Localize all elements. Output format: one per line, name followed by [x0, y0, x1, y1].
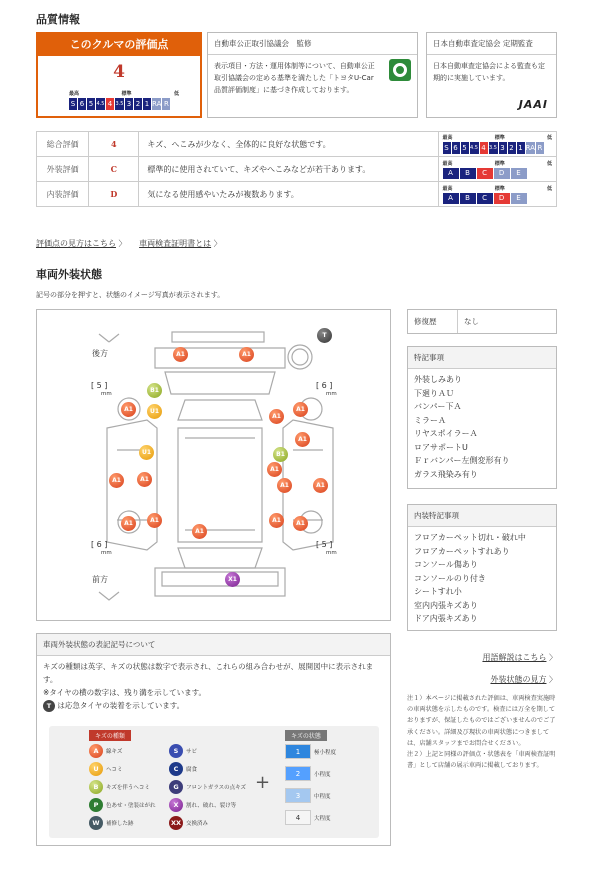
right-links: 用語解説はこちら 〉 外装状態の見方 〉 — [482, 653, 557, 684]
special-notes-title: 特記事項 — [408, 347, 556, 369]
rear-label: 後方 — [92, 349, 108, 358]
eval-label: 内装評価 — [37, 182, 89, 207]
scale-cell: S — [444, 144, 449, 152]
jaai-box — [426, 32, 557, 118]
eval-row — [37, 157, 557, 182]
tire-depth-br: [ 5 ] — [316, 540, 333, 549]
legend-kind-text: 補修した跡 — [106, 821, 134, 827]
scale-cell: 4 — [481, 144, 486, 152]
damage-marker[interactable]: A1 — [121, 402, 136, 417]
legend-kind-code: S — [169, 744, 183, 758]
legend-kind-code: A — [89, 744, 103, 758]
legend-kind-text: キズを伴うヘコミ — [106, 785, 150, 791]
eval-grade: D — [89, 182, 139, 207]
exterior-note: 記号の部分を押すと、状態のイメージ写真が表示されます。 — [36, 291, 225, 299]
legend-state-text: 中程度 — [314, 793, 331, 800]
eval-label: 外装評価 — [37, 157, 89, 182]
scale-cell: C — [477, 168, 493, 179]
legend-kind-code: U — [89, 762, 103, 776]
damage-marker[interactable]: U1 — [147, 404, 162, 419]
notation-title: 車両外装状態の表記記号について — [37, 634, 390, 656]
interior-note-item: シートすれ小 — [414, 587, 462, 596]
special-note-item: 外装しみあり — [414, 375, 462, 384]
interior-notes-title: 内装特記事項 — [408, 505, 556, 527]
jaai-assoc-title: 自動車公正取引協議会 監修 — [208, 33, 417, 55]
eval-desc: キズ、へこみが少なく、全体的に良好な状態です。 — [139, 132, 438, 157]
footnote-1: 注１）本ページに掲載された評価は、車両検査実施時の車両状態を示したものです。検査には万全を期しておりますが、保証したものではございませんのでご了承ください。詳細及び現状の車両状態につきましては、店舗スタッフまでお問合せください。 — [407, 695, 556, 747]
fair-trade-logo-icon — [389, 59, 411, 81]
special-note-item: 下廻りＡＵ — [414, 388, 454, 398]
car-outline — [37, 310, 392, 622]
legend-kind-item — [89, 816, 134, 830]
legend-kind-text: 割れ、破れ、裂け等 — [186, 803, 237, 809]
interior-note-item: ドア内張キズあり — [414, 614, 478, 623]
legend-kind-item — [169, 816, 208, 830]
eval-grade: C — [89, 157, 139, 182]
damage-marker[interactable]: A1 — [293, 516, 308, 531]
special-note-item: リヤスポイラーＡ — [414, 429, 478, 438]
quality-title: 品質情報 — [36, 13, 80, 26]
interior-notes-panel — [407, 504, 557, 631]
mm-unit-br: mm — [326, 550, 337, 556]
mm-unit-tr: mm — [326, 391, 337, 397]
scale-cell: 4 — [107, 100, 113, 108]
scale-cell: 4.5 — [470, 142, 479, 154]
scale-cell: 1 — [144, 100, 150, 108]
eval-label: 総合評価 — [37, 132, 89, 157]
repair-history — [407, 309, 557, 334]
eval-score: 4 — [113, 62, 125, 82]
evaluation-table — [36, 131, 557, 207]
legend-kind-text: サビ — [186, 749, 198, 755]
scale-cell: S — [70, 100, 76, 108]
scale-cell: 6 — [79, 100, 85, 108]
scale-cell: RA — [525, 144, 535, 152]
overall-grade-scale — [69, 98, 170, 110]
damage-marker[interactable]: A1 — [121, 516, 136, 531]
interior-note-item: 室内内張キズあり — [414, 600, 478, 610]
legend-kind-item — [89, 780, 150, 794]
legend-state-level: 3 — [285, 788, 311, 803]
damage-marker[interactable]: A1 — [293, 402, 308, 417]
legend-kind-code: B — [89, 780, 103, 794]
eval-header: このクルマの評価点 — [38, 34, 200, 56]
damage-marker[interactable]: A1 — [277, 478, 292, 493]
eval-scale: 最高 標準 低 A B C D E — [438, 182, 556, 207]
jaai-text: 日本自動車査定協会による監査も定期的に実施しています。 — [433, 62, 545, 82]
eval-row — [37, 182, 557, 207]
damage-marker[interactable]: A1 — [269, 513, 284, 528]
scale-cell: 3 — [500, 144, 505, 152]
legend-state-text: 小程度 — [314, 771, 331, 778]
scale-cell: RA — [152, 100, 162, 108]
legend-state-level: 4 — [285, 810, 311, 825]
legend-kind-text: フロントガラスの点キズ — [186, 785, 247, 791]
legend-kind-item — [89, 744, 122, 758]
damage-marker[interactable]: B1 — [147, 383, 162, 398]
scale-cell: 3 — [126, 100, 132, 108]
special-note-item: バンパー下Ａ — [414, 402, 462, 411]
eval-row — [37, 132, 557, 157]
scale-cell: 2 — [135, 100, 141, 108]
special-note-item: Ｆｒバンパー左側変形有り — [414, 456, 510, 465]
notation-line-3: は応急タイヤの装着を示しています。 — [57, 701, 185, 710]
legend-state-item — [285, 810, 331, 825]
eval-grade: 4 — [89, 132, 139, 157]
legend-state-item — [285, 766, 331, 781]
scale-cell: A — [443, 193, 459, 204]
scale-cell: 6 — [453, 144, 458, 152]
exterior-howto-link[interactable]: 外装状態の見方 — [490, 675, 547, 684]
damage-marker[interactable]: A1 — [173, 347, 188, 362]
tire-depth-tl: [ 5 ] — [91, 381, 108, 390]
scale-cell: D — [494, 193, 510, 204]
scale-cell: 5 — [462, 144, 467, 152]
legend-kind-text: 交換済み — [186, 821, 209, 827]
legend-state-level: 1 — [285, 744, 311, 759]
damage-marker[interactable]: A1 — [192, 524, 207, 539]
jaai-assoc-text: 表示項目・方法・運用体制等について、自動車公正取引協議会の定める基準を満たした「トヨタU-Car品質評価制度」に基づき作成しております。 — [214, 62, 375, 94]
legend-state-item — [285, 788, 331, 803]
scale-cell: E — [511, 168, 527, 179]
damage-marker[interactable]: A1 — [313, 478, 328, 493]
jaai-assoc-box — [207, 32, 418, 118]
rear-arrow — [99, 334, 119, 342]
jaai-title: 日本自動車査定協会 定期監査 — [427, 33, 556, 55]
eval-scale: 最高 標準 低 A B C D E — [438, 157, 556, 182]
scale-cell: 4.5 — [96, 98, 105, 110]
scale-cell: 5 — [88, 100, 94, 108]
damage-marker[interactable]: B1 — [273, 447, 288, 462]
scale-cell: 3.5 — [115, 98, 124, 110]
mm-unit-tl: mm — [101, 391, 112, 397]
scale-cell: D — [494, 168, 510, 179]
legend-kind-title: キズの種類 — [89, 730, 131, 741]
front-arrow — [99, 592, 119, 600]
special-note-item: ミラーＡ — [414, 415, 446, 425]
eval-scale: 最高 標準 低 S 6 5 4.5 4 3.5 3 2 1 RA R — [438, 132, 556, 157]
scale-cell: R — [163, 100, 169, 108]
legend-kind-code: XX — [169, 816, 183, 830]
jaai-logo: JAAI — [518, 98, 548, 111]
legend-kind-text: 色あせ・塗装はがれ — [106, 803, 156, 809]
special-notes-panel — [407, 346, 557, 489]
front-label: 前方 — [92, 575, 108, 584]
howto-link[interactable]: 評価点の見方はこちら — [36, 239, 116, 248]
notation-line-3-row — [37, 699, 390, 713]
legend-state-text: 極小程度 — [314, 749, 337, 756]
scale-cell: R — [537, 144, 543, 152]
mm-unit-bl: mm — [101, 550, 112, 556]
scale-cell: 1 — [518, 144, 523, 152]
repair-label: 修復歴 — [408, 310, 458, 333]
legend-panel — [49, 726, 379, 838]
damage-marker[interactable]: A1 — [137, 472, 152, 487]
legend-kind-code: P — [89, 798, 103, 812]
legend-state-item — [285, 744, 336, 759]
interior-note-item: コンソール傷あり — [414, 560, 478, 569]
damage-marker[interactable]: T — [317, 328, 332, 343]
legend-kind-code: G — [169, 780, 183, 794]
evaluation-score-box — [36, 32, 202, 118]
legend-kind-text: ヘコミ — [106, 767, 123, 773]
legend-kind-item — [89, 762, 123, 776]
scale-cell: 2 — [509, 144, 514, 152]
legend-kind-code: C — [169, 762, 183, 776]
scale-caption: 最高 標準 低 — [69, 91, 179, 97]
damage-marker[interactable]: A1 — [267, 462, 282, 477]
certificate-link[interactable]: 車両検査証明書とは — [139, 239, 212, 248]
legend-kind-item — [169, 744, 197, 758]
temporary-tire-icon: T — [43, 700, 55, 712]
legend-kind-text: 腐食 — [186, 767, 198, 773]
tire-depth-bl: [ 6 ] — [91, 540, 108, 549]
repair-value: なし — [464, 317, 479, 326]
damage-marker[interactable]: A1 — [109, 473, 124, 488]
plus-icon: + — [255, 772, 271, 793]
notation-line-2: ※タイヤの横の数字は、残り溝を示しています。 — [43, 688, 207, 697]
damage-marker[interactable]: X1 — [225, 572, 240, 587]
legend-state-title: キズの状態 — [285, 730, 327, 741]
interior-note-item: コンソールのり付き — [414, 573, 486, 583]
scale-cell: B — [460, 168, 476, 179]
eval-links: 評価点の見方はこちら 〉 車両検査証明書とは 〉 — [36, 239, 222, 248]
scale-cell: C — [477, 193, 493, 204]
special-note-item: ロアサポートU — [414, 442, 468, 452]
interior-note-item: フロアカーペットすれあり — [414, 546, 510, 556]
scale-cell: E — [511, 193, 527, 204]
notation-line-1: キズの種類は英字、キズの状態は数字で表示され、これらの組み合わせが、展開図中に表示されます。 — [43, 662, 374, 684]
damage-marker[interactable]: A1 — [269, 409, 284, 424]
damage-marker[interactable]: A1 — [239, 347, 254, 362]
special-note-item: ガラス飛染み有り — [414, 469, 478, 479]
interior-note-item: フロアカーペット切れ・破れ中 — [414, 533, 526, 542]
legend-state-level: 2 — [285, 766, 311, 781]
scale-cell: 3.5 — [489, 142, 498, 154]
legend-kind-item — [169, 780, 246, 794]
damage-marker[interactable]: A1 — [295, 432, 310, 447]
damage-marker[interactable]: A1 — [147, 513, 162, 528]
scale-cell: A — [443, 168, 459, 179]
exterior-diagram — [36, 309, 391, 621]
legend-kind-code: W — [89, 816, 103, 830]
legend-kind-item — [89, 798, 156, 812]
legend-kind-item — [169, 798, 236, 812]
legend-kind-item — [169, 762, 197, 776]
damage-marker[interactable]: U1 — [139, 445, 154, 460]
eval-desc: 標準的に使用されていて、キズやへこみなどが若干あります。 — [139, 157, 438, 182]
eval-desc: 気になる使用感やいたみが複数あります。 — [139, 182, 438, 207]
legend-kind-code: X — [169, 798, 183, 812]
exterior-title: 車両外装状態 — [36, 268, 102, 281]
legend-state-text: 大程度 — [314, 815, 331, 822]
notation-box — [36, 633, 391, 846]
footnote-2: 注２）上記と同様の評価点・状態表を「車両検査証明書」として店舗の展示車両に掲載しております。 — [407, 751, 556, 770]
footnotes — [407, 693, 557, 771]
legend-kind-text: 線キズ — [106, 749, 123, 755]
glossary-link[interactable]: 用語解説はこちら — [482, 653, 547, 662]
scale-cell: B — [460, 193, 476, 204]
tire-depth-tr: [ 6 ] — [316, 381, 333, 390]
